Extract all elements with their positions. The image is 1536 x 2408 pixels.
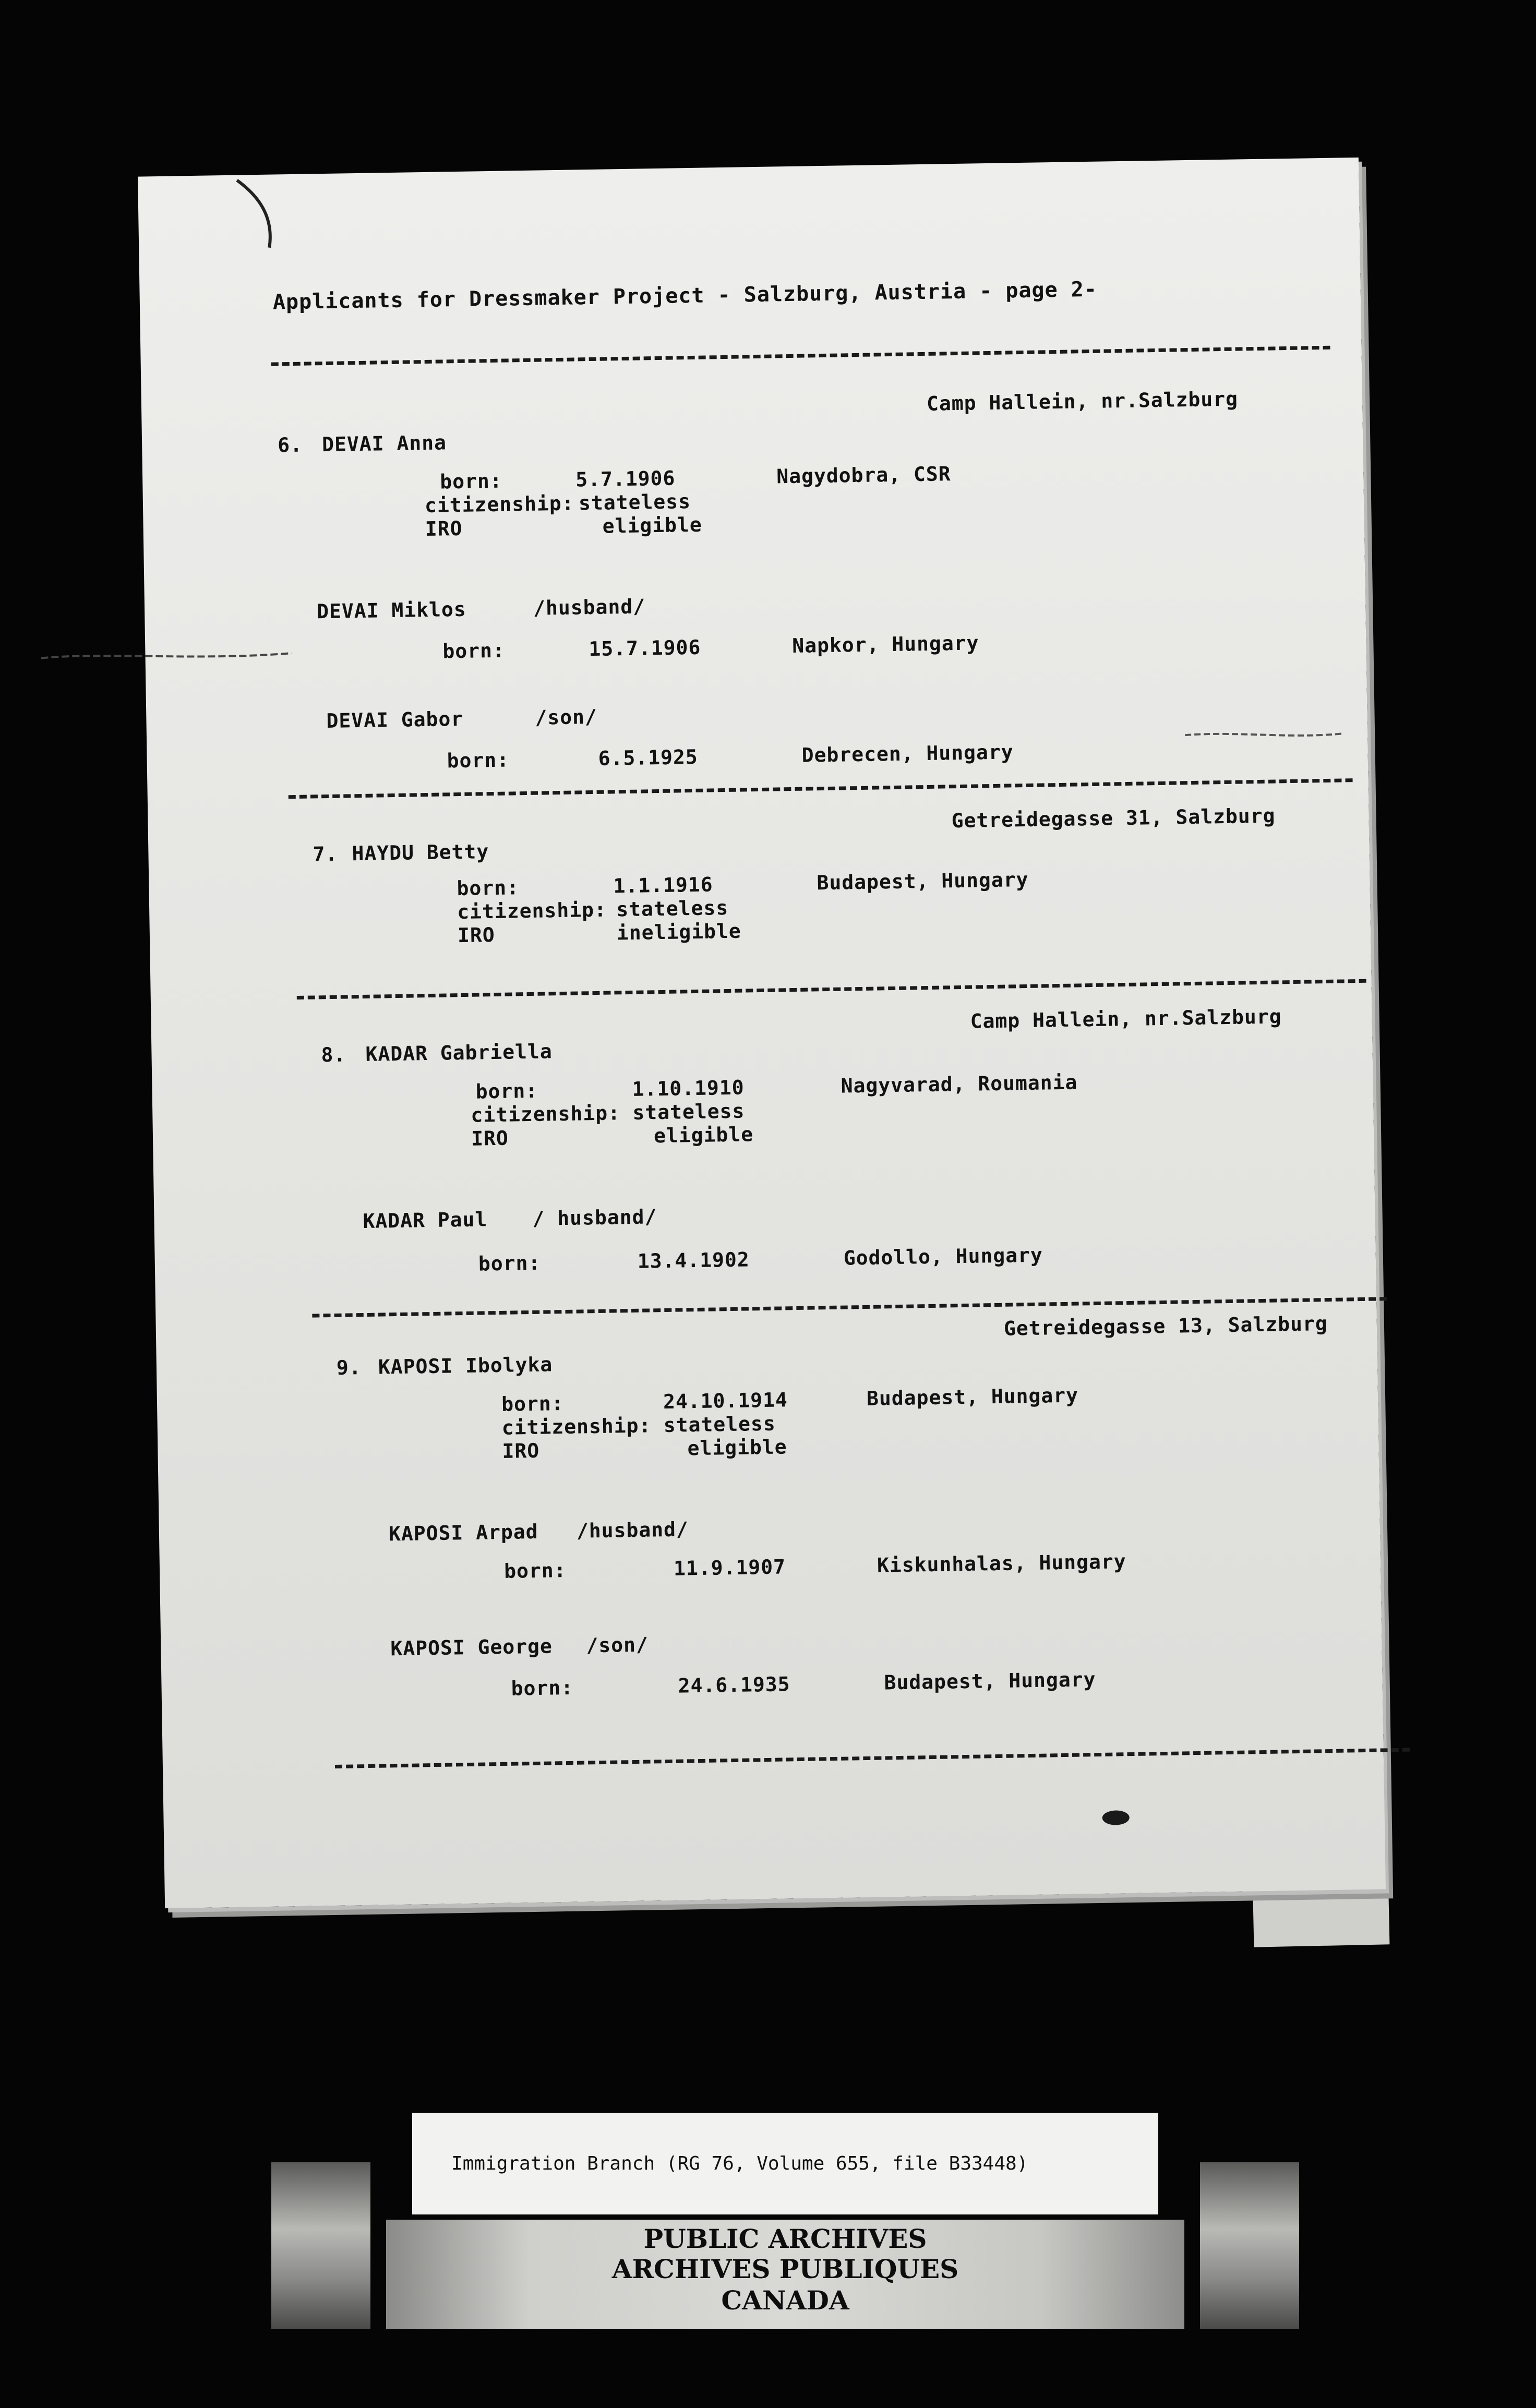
entry-number: 9. — [336, 1356, 362, 1379]
relative-relation: /son/ — [586, 1633, 649, 1657]
archive-reference-text: Immigration Branch (RG 76, Volume 655, file B33448) — [451, 2153, 1028, 2174]
document-header: Applicants for Dressmaker Project - Salzburg, Austria - page 2- — [272, 277, 1098, 315]
relative-name: DEVAI Miklos — [316, 597, 467, 623]
born-place: Napkor, Hungary — [792, 631, 979, 657]
citizenship-value: stateless — [578, 490, 691, 515]
born-label: born: — [503, 1559, 567, 1583]
applicant-name: KADAR Gabriella — [365, 1040, 553, 1066]
born-place: Budapest, Hungary — [866, 1383, 1079, 1410]
iro-status: eligible — [602, 513, 703, 538]
ink-blot-mark — [1097, 1804, 1134, 1831]
ink-scratch-mark — [216, 174, 301, 259]
born-label: born: — [457, 876, 520, 900]
citizenship-label: citizenship: — [501, 1414, 652, 1439]
archive-reference-label — [412, 2113, 1158, 2214]
entry-number: 8. — [321, 1043, 346, 1067]
applicant-location: Getreidegasse 31, Salzburg — [951, 804, 1276, 833]
iro-label: IRO — [425, 516, 463, 541]
born-date: 1.1.1916 — [613, 873, 713, 898]
relative-relation: /son/ — [535, 705, 598, 729]
iro-status: eligible — [687, 1435, 787, 1460]
born-place: Godollo, Hungary — [843, 1243, 1043, 1270]
pencil-line-mark — [41, 644, 292, 669]
citizenship-value: stateless — [663, 1412, 776, 1437]
born-place: Debrecen, Hungary — [801, 740, 1014, 767]
relative-name: DEVAI Gabor — [326, 707, 464, 733]
applicant-name: DEVAI Anna — [321, 431, 447, 456]
born-date: 11.9.1907 — [673, 1555, 786, 1580]
iro-status: ineligible — [616, 919, 742, 945]
citizenship-label: citizenship: — [424, 491, 574, 517]
relative-relation: /husband/ — [576, 1518, 689, 1543]
stamp-line-1: PUBLIC ARCHIVES — [643, 2223, 927, 2254]
born-date: 1.10.1910 — [632, 1076, 745, 1101]
citizenship-value: stateless — [632, 1099, 745, 1124]
iro-status: eligible — [653, 1123, 754, 1148]
born-place: Nagyvarad, Roumania — [841, 1070, 1078, 1098]
born-label: born: — [442, 639, 506, 663]
born-label: born: — [447, 748, 510, 773]
citizenship-label: citizenship: — [471, 1101, 621, 1127]
born-label: born: — [501, 1392, 564, 1416]
applicant-name: KAPOSI Ibolyka — [378, 1353, 553, 1379]
pencil-line-mark — [1185, 726, 1341, 744]
stamp-line-2: ARCHIVES PUBLIQUES — [611, 2254, 959, 2284]
stamp-edge-right — [1200, 2162, 1299, 2329]
iro-label: IRO — [502, 1439, 540, 1463]
separator-line — [289, 778, 1353, 799]
relative-relation: / husband/ — [532, 1205, 657, 1230]
born-date: 6.5.1925 — [598, 745, 699, 770]
born-place: Budapest, Hungary — [884, 1668, 1096, 1694]
entry-number: 7. — [313, 842, 338, 866]
applicant-location: Camp Hallein, nr.Salzburg — [926, 387, 1239, 415]
iro-label: IRO — [471, 1126, 509, 1150]
born-label: born: — [439, 469, 503, 493]
born-place: Nagydobra, CSR — [776, 462, 951, 488]
citizenship-label: citizenship: — [457, 898, 607, 924]
separator-line — [271, 346, 1330, 366]
relative-name: KAPOSI Arpad — [388, 1520, 538, 1546]
born-date: 24.6.1935 — [678, 1672, 790, 1697]
born-label: born: — [478, 1251, 541, 1275]
born-date: 5.7.1906 — [575, 466, 676, 491]
separator-line — [335, 1748, 1410, 1768]
born-date: 15.7.1906 — [589, 635, 701, 661]
applicant-name: HAYDU Betty — [352, 840, 489, 865]
born-date: 13.4.1902 — [637, 1248, 750, 1273]
stamp-edge-left — [271, 2162, 370, 2329]
relative-name: KADAR Paul — [363, 1208, 488, 1233]
relative-relation: /husband/ — [533, 595, 646, 620]
stamp-line-3: CANADA — [721, 2285, 849, 2316]
born-label: born: — [511, 1676, 574, 1700]
applicant-location: Getreidegasse 13, Salzburg — [1003, 1312, 1328, 1340]
born-place: Kiskunhalas, Hungary — [877, 1550, 1126, 1577]
relative-name: KAPOSI George — [390, 1634, 553, 1660]
born-label: born: — [475, 1079, 538, 1103]
entry-number: 6. — [277, 433, 303, 457]
document-page — [138, 158, 1386, 1908]
archives-stamp — [386, 2220, 1184, 2329]
separator-line — [297, 979, 1366, 1000]
born-date: 24.10.1914 — [663, 1388, 788, 1414]
born-place: Budapest, Hungary — [817, 868, 1029, 895]
iro-label: IRO — [457, 923, 495, 947]
applicant-location: Camp Hallein, nr.Salzburg — [970, 1005, 1282, 1033]
citizenship-value: stateless — [616, 896, 729, 921]
